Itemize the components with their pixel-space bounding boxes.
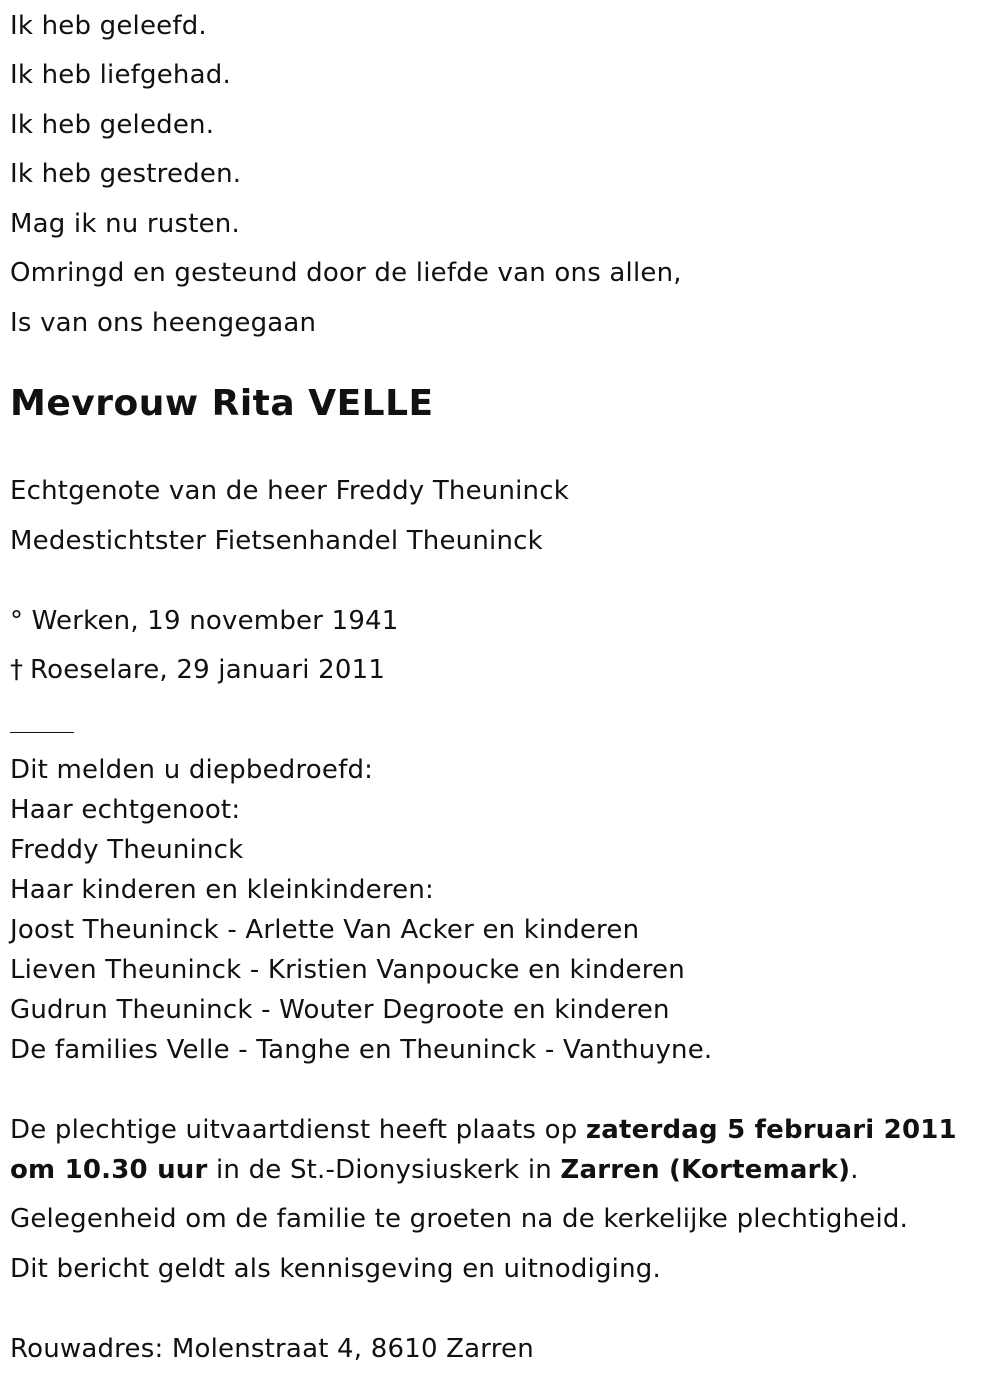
family-line: Gudrun Theuninck - Wouter Degroote en kinderen [10,995,670,1025]
cross-icon: † [10,655,24,685]
death-line [10,653,385,687]
poem-line: Omringd en gesteund door de liefde van ons allen, [10,258,682,288]
note-line: Gelegenheid om de familie te groeten na de kerkelijke plechtigheid. [10,1204,909,1234]
service-intro: De plechtige uitvaartdienst heeft plaats op [10,1115,586,1145]
birth-text: Werken, 19 november 1941 [31,606,399,636]
poem-line: Ik heb geleden. [10,110,215,140]
family-line: Haar echtgenoot: [10,795,241,825]
service-end: . [850,1155,859,1185]
family-line: Dit melden u diepbedroefd: [10,755,374,785]
address-line: Rouwadres: Molenstraat 4, 8610 Zarren [10,1334,534,1364]
title-line: Echtgenote van de heer Freddy Theuninck [10,476,569,506]
divider [10,732,74,733]
note-line: Dit bericht geldt als kennisgeving en uitnodiging. [10,1254,661,1284]
poem-line: Mag ik nu rusten. [10,209,240,239]
service-middle: in de St.-Dionysiuskerk in [207,1155,561,1185]
family-line: Freddy Theuninck [10,835,244,865]
poem-line: Ik heb gestreden. [10,159,242,189]
title-line: Medestichtster Fietsenhandel Theuninck [10,526,543,556]
poem-line: Ik heb liefgehad. [10,60,231,90]
family-line: Haar kinderen en kleinkinderen: [10,875,435,905]
death-text: Roeselare, 29 januari 2011 [30,655,386,685]
birth-symbol: ° [10,606,24,636]
family-line: Lieven Theuninck - Kristien Vanpoucke en kinderen [10,955,685,985]
service-paragraph [10,1110,995,1190]
poem-line: Is van ons heengegaan [10,308,317,338]
service-datetime: zaterdag 5 februari 2011 om 10.30 uur [10,1115,957,1185]
family-line: De families Velle - Tanghe en Theuninck - Vanthuyne. [10,1035,713,1065]
family-line: Joost Theuninck - Arlette Van Acker en kinderen [10,915,640,945]
poem-line: Ik heb geleefd. [10,11,207,41]
service-place: Zarren (Kortemark) [560,1155,851,1185]
deceased-name: Mevrouw Rita VELLE [10,383,434,424]
birth-line [10,604,399,638]
